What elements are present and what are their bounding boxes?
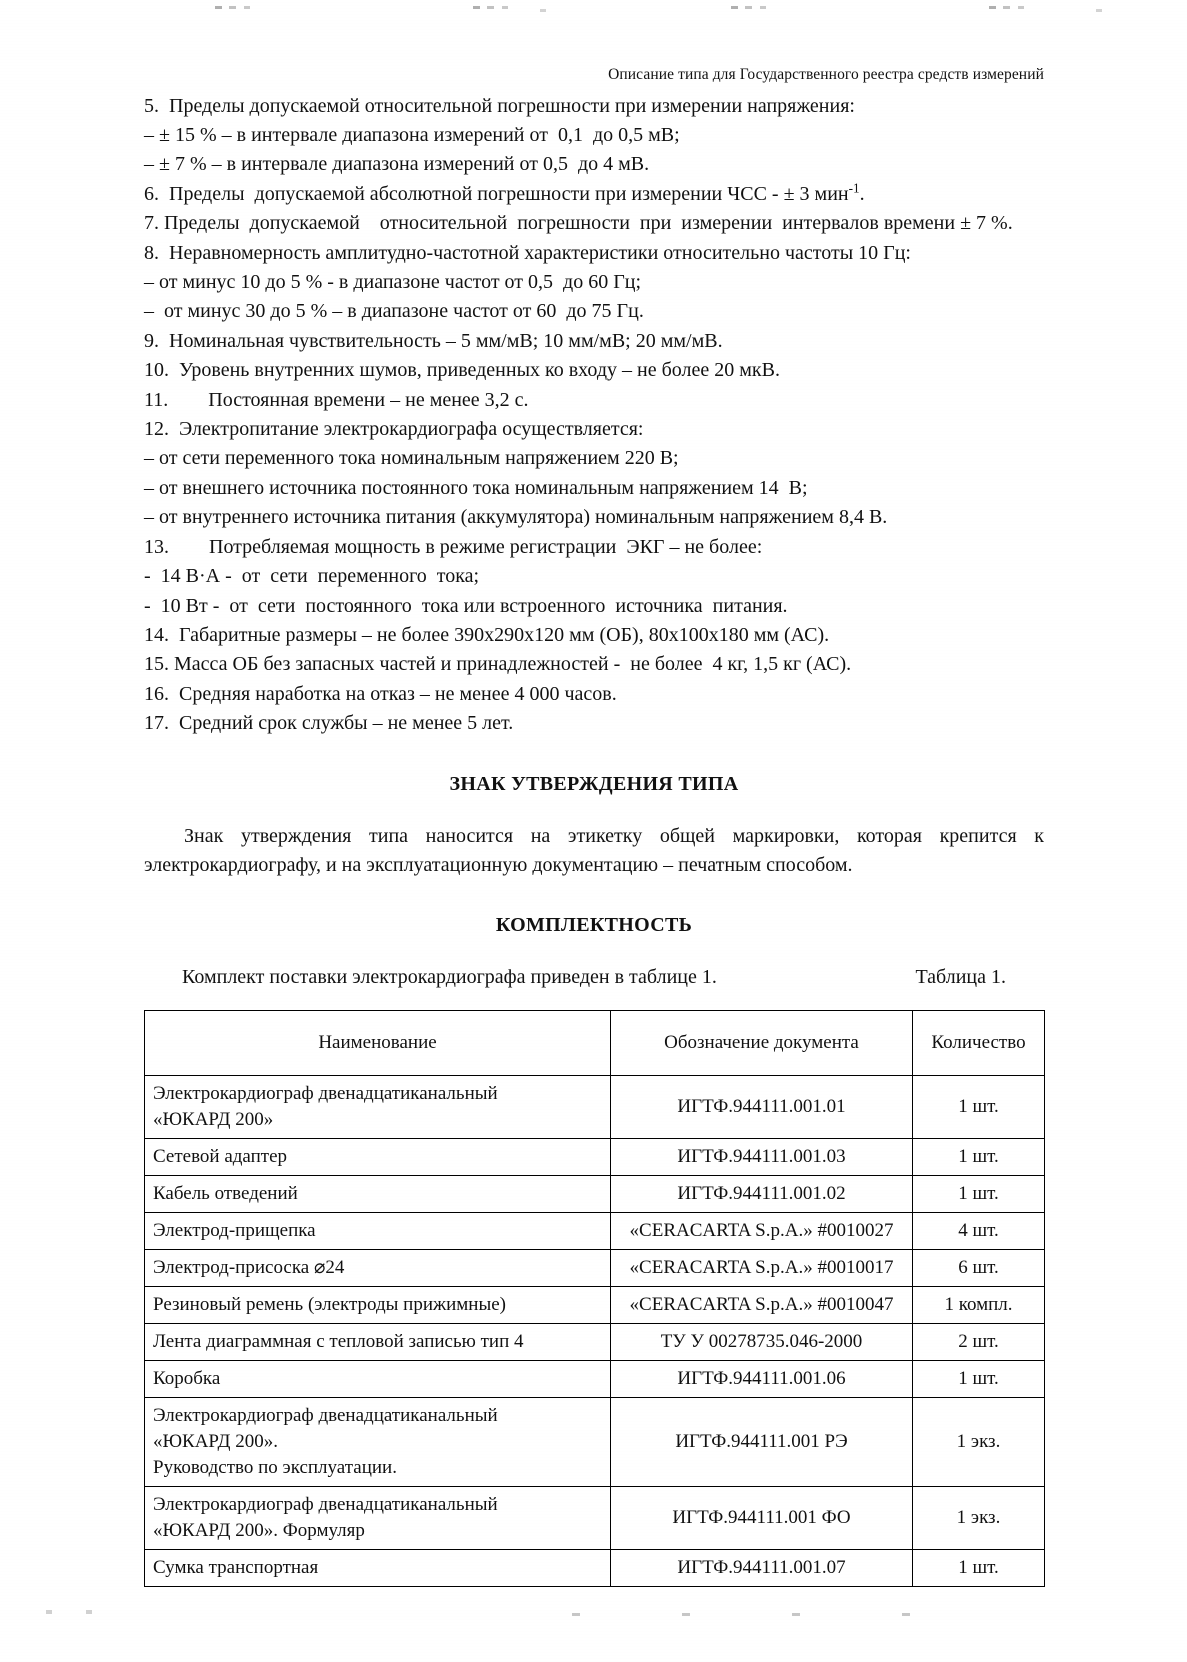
spec-item-6-exponent: -1: [848, 180, 860, 196]
spec-item-5-range-1: – ± 15 % – в интервале диапазона измерений от 0,1 до 0,5 мВ;: [144, 124, 680, 146]
spec-item-12-source-3: – от внутреннего источника питания (аккумулятора) номинальным напряжением 8,4 В.: [144, 506, 888, 529]
cell-name-line: Лента диаграммная с тепловой записью тип 4: [153, 1331, 524, 1353]
column-header-document: Обозначение документа: [611, 1011, 913, 1076]
type-approval-body: [144, 822, 1049, 881]
table-row: [145, 1361, 1045, 1398]
cell-document: «CERACARTA S.p.A.» #0010027: [611, 1213, 913, 1250]
cell-name-line: Коробка: [153, 1368, 221, 1390]
cell-name-line: Электрокардиограф двенадцатиканальный: [153, 1494, 498, 1516]
cell-quantity: 4 шт.: [913, 1213, 1045, 1250]
table-row: [145, 1324, 1045, 1361]
spacer-before-completeness: [144, 880, 1044, 914]
spacer-before-type-approval: [144, 739, 1044, 773]
spec-item-12: 12. Электропитание электрокардиографа осуществляется:: [144, 418, 644, 441]
cell-name-line: Электрокардиограф двенадцатиканальный: [153, 1405, 498, 1427]
table-row: [145, 1398, 1045, 1487]
cell-document: ИГТФ.944111.001.07: [611, 1550, 913, 1587]
cell-quantity: 1 шт.: [913, 1361, 1045, 1398]
cell-quantity: 1 шт.: [913, 1139, 1045, 1176]
spec-item-9: 9. Номинальная чувствительность – 5 мм/мВ; 10 мм/мВ; 20 мм/мВ.: [144, 329, 723, 352]
spec-item-15: 15. Масса ОБ без запасных частей и принадлежностей - не более 4 кг, 1,5 кг (АС).: [144, 653, 852, 676]
table-header-row: [145, 1011, 1045, 1076]
table-row: [145, 1487, 1045, 1550]
cell-document: ИГТФ.944111.001.01: [611, 1076, 913, 1139]
cell-name-line: Сетевой адаптер: [153, 1146, 288, 1168]
spec-item-10: 10. Уровень внутренних шумов, приведенных ко входу – не более 20 мкВ.: [144, 359, 780, 382]
running-header: Описание типа для Государственного реестра средств измерений: [608, 66, 1044, 83]
cell-name-line: Электрод-присоска ⌀24: [153, 1257, 345, 1279]
cell-name-line: «ЮКАРД 200». Формуляр: [153, 1520, 365, 1542]
spec-item-17: 17. Средний срок службы – не менее 5 лет.: [144, 712, 514, 735]
table-body: [145, 1076, 1045, 1587]
spec-item-8: 8. Неравномерность амплитудно-частотной характеристики относительно частоты 10 Гц:: [144, 241, 911, 264]
cell-name: [145, 1176, 611, 1213]
table-row: [145, 1139, 1045, 1176]
cell-name-line: «ЮКАРД 200».: [153, 1431, 279, 1453]
spec-item-8-range-2: – от минус 30 до 5 % – в диапазоне частот от 60 до 75 Гц.: [144, 300, 644, 323]
cell-document: ТУ У 00278735.046-2000: [611, 1324, 913, 1361]
cell-name: [145, 1287, 611, 1324]
section-title-type-approval: ЗНАК УТВЕРЖДЕНИЯ ТИПА: [449, 772, 739, 795]
scan-edge-artifact-top: [0, 6, 1187, 9]
cell-document: ИГТФ.944111.001.06: [611, 1361, 913, 1398]
table-row: [145, 1213, 1045, 1250]
cell-name: [145, 1250, 611, 1287]
cell-name: [145, 1213, 611, 1250]
table-row: [145, 1250, 1045, 1287]
type-approval-paragraph: Знак утверждения типа наносится на этикетку общей маркировки, которая крепится к электрокардиографу, и на эксплуатационную документацию – печатным способом.: [144, 824, 1049, 876]
spec-item-11: 11. Постоянная времени – не менее 3,2 с.: [144, 388, 529, 411]
spec-item-13-power-1: - 14 В·А - от сети переменного тока;: [144, 565, 480, 588]
cell-quantity: 6 шт.: [913, 1250, 1045, 1287]
completeness-lead-text: Комплект поставки электрокардиографа приведен в таблице 1.: [182, 966, 717, 989]
table-number-label: Таблица 1.: [915, 966, 1006, 989]
spec-item-6: [144, 180, 1044, 209]
spec-item-8-range-1: – от минус 10 до 5 % - в диапазоне частот от 0,5 до 60 Гц;: [144, 271, 642, 294]
cell-document: ИГТФ.944111.001 ФО: [611, 1487, 913, 1550]
cell-name: [145, 1398, 611, 1487]
cell-document: «CERACARTA S.p.A.» #0010017: [611, 1250, 913, 1287]
table-header: [145, 1011, 1045, 1076]
cell-quantity: 1 шт.: [913, 1076, 1045, 1139]
spacer-after-completeness-title: [144, 937, 1044, 963]
spec-item-6-text: 6. Пределы допускаемой абсолютной погрешности при измерении ЧСС - ± 3 мин: [144, 182, 849, 205]
spacer-after-type-approval-title: [144, 796, 1044, 822]
spec-item-13-power-2: - 10 Вт - от сети постоянного тока или встроенного источника питания.: [144, 594, 788, 617]
cell-name-line: Кабель отведений: [153, 1183, 298, 1205]
cell-name: [145, 1361, 611, 1398]
table-row: [145, 1550, 1045, 1587]
cell-name-line: Руководство по эксплуатации.: [153, 1457, 397, 1479]
section-title-completeness: КОМПЛЕКТНОСТЬ: [495, 914, 693, 937]
spec-item-6-period: .: [859, 182, 865, 205]
cell-name: [145, 1076, 611, 1139]
table-row: [145, 1176, 1045, 1213]
cell-name: [145, 1550, 611, 1587]
cell-quantity: 1 компл.: [913, 1287, 1045, 1324]
scan-edge-artifact-bottom-secondary: [510, 1613, 950, 1616]
cell-name-line: Электрокардиограф двенадцатиканальный: [153, 1083, 498, 1105]
cell-document: ИГТФ.944111.001.03: [611, 1139, 913, 1176]
cell-quantity: 2 шт.: [913, 1324, 1045, 1361]
cell-name-line: «ЮКАРД 200»: [153, 1109, 274, 1131]
cell-name: [145, 1139, 611, 1176]
document-content: [144, 66, 1049, 1587]
scan-edge-artifact-top-secondary: [0, 9, 1187, 12]
cell-name: [145, 1487, 611, 1550]
table-row: [145, 1076, 1045, 1139]
cell-name-line: Электрод-прищепка: [153, 1220, 316, 1242]
column-header-name: Наименование: [145, 1011, 611, 1076]
cell-document: ИГТФ.944111.001.02: [611, 1176, 913, 1213]
specifications-list: [144, 92, 1044, 739]
table-caption-row: [144, 963, 1044, 992]
cell-quantity: 1 экз.: [913, 1398, 1045, 1487]
spec-item-12-source-1: – от сети переменного тока номинальным напряжением 220 В;: [144, 447, 679, 470]
cell-name-line: Резиновый ремень (электроды прижимные): [153, 1294, 507, 1316]
cell-name: [145, 1324, 611, 1361]
cell-name-line: Сумка транспортная: [153, 1557, 319, 1579]
spec-item-13: 13. Потребляемая мощность в режиме регистрации ЭКГ – не более:: [144, 535, 763, 558]
cell-quantity: 1 шт.: [913, 1176, 1045, 1213]
spec-item-14: 14. Габаритные размеры – не более 390х290х120 мм (ОБ), 80х100х180 мм (АС).: [144, 623, 830, 646]
spec-item-12-source-2: – от внешнего источника постоянного тока номинальным напряжением 14 В;: [144, 476, 808, 499]
spec-item-5-range-2: – ± 7 % – в интервале диапазона измерений от 0,5 до 4 мВ.: [144, 153, 650, 176]
cell-quantity: 1 шт.: [913, 1550, 1045, 1587]
spec-item-16: 16. Средняя наработка на отказ – не менее 4 000 часов.: [144, 682, 617, 705]
cell-document: ИГТФ.944111.001 РЭ: [611, 1398, 913, 1487]
column-header-quantity: Количество: [913, 1011, 1045, 1076]
spec-item-5: 5. Пределы допускаемой относительной погрешности при измерении напряжения:: [144, 94, 855, 117]
cell-quantity: 1 экз.: [913, 1487, 1045, 1550]
table-row: [145, 1287, 1045, 1324]
spec-item-7: 7. Пределы допускаемой относительной погрешности при измерении интервалов времени ± 7 %.: [144, 212, 1013, 235]
cell-document: «CERACARTA S.p.A.» #0010047: [611, 1287, 913, 1324]
scan-edge-artifact-bottom: [22, 1610, 112, 1614]
delivery-kit-table: [144, 1010, 1045, 1587]
